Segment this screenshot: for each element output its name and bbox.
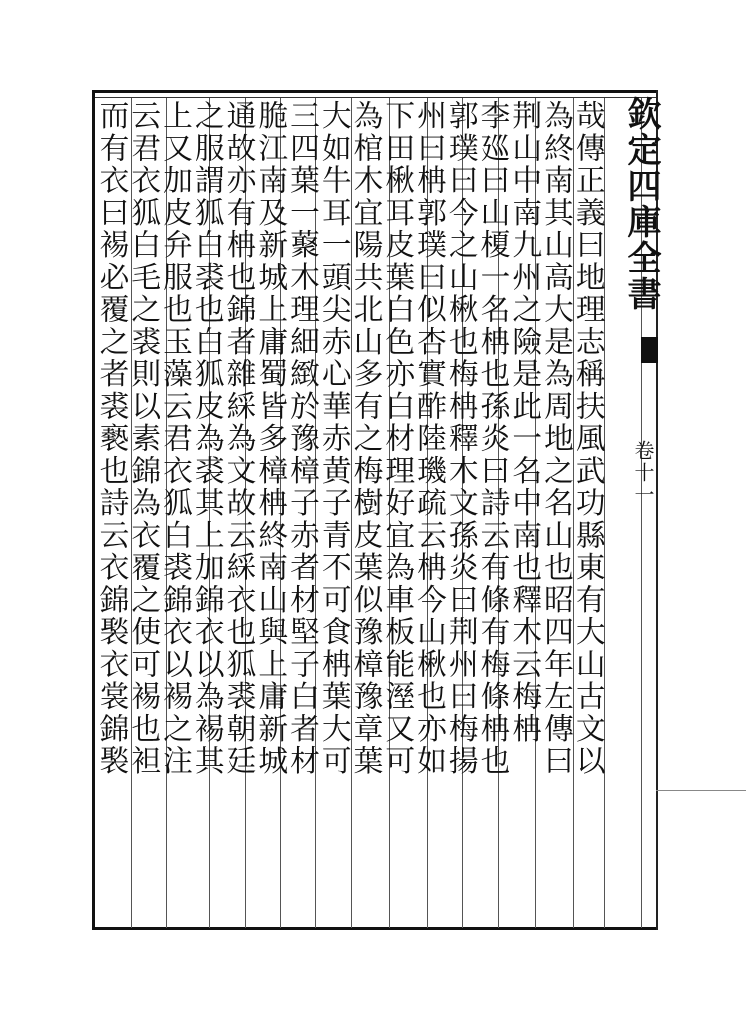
text-column: 李廵曰山榎一名柟也孫炎曰詩云有條有梅條柟也 xyxy=(475,100,510,778)
fish-tail-line xyxy=(641,362,658,363)
text-column: 而有衣曰裼必覆之者裘褻也詩云衣錦褧衣裳錦褧 xyxy=(94,100,129,778)
fish-tail-mark xyxy=(641,337,658,363)
text-column: 之服謂狐白裘也白狐皮為裘其上加錦衣以為裼其 xyxy=(189,100,225,778)
text-column: 州曰柟郭璞曰似杏實酢陸璣疏云柟今山楸也亦如 xyxy=(411,100,447,778)
margin-tick xyxy=(656,790,746,791)
frame-top-rule xyxy=(92,90,658,93)
text-column: 云君衣狐白毛之裘則以素錦為衣覆之使可裼也袒 xyxy=(125,100,161,778)
text-column: 為棺木宜陽共北山多有之梅樹皮葉似豫樟豫章葉 xyxy=(348,100,383,778)
text-column: 郭璞曰今之山楸也梅柟釋木文孫炎曰荆州曰梅揚 xyxy=(443,100,479,778)
text-column: 哉傳正義曰地理志稱扶風武功縣東有大山古文以 xyxy=(570,100,606,778)
text-column: 大如牛耳一頭尖赤心華赤黄子青不可食柟葉大可 xyxy=(316,100,352,778)
juan-label: 卷十一 xyxy=(631,440,655,506)
text-column: 通故亦有柟也錦者雜綵為文故云綵衣也狐裘朝廷 xyxy=(221,100,256,778)
text-column: 下田楸耳皮葉白色亦白材理好宜為車板能溼又可 xyxy=(379,100,415,778)
text-column: 脆江南及新城上庸蜀皆多樟柟終南山與上庸新城 xyxy=(252,100,288,778)
text-column: 三四葉一藂木理細緻於豫樟子赤者材堅子白者材 xyxy=(284,100,320,778)
book-title: 欽定四庫全書 xyxy=(621,96,661,312)
text-column: 上又加皮弁服也玉藻云君衣狐白裘錦衣以裼之注 xyxy=(157,100,193,778)
text-column: 荆山中南九州之險是此一名中南也釋木云梅柟 xyxy=(506,100,542,745)
text-column: 為終南其山高大是為周地之名山也昭四年左傳曰 xyxy=(538,100,574,778)
